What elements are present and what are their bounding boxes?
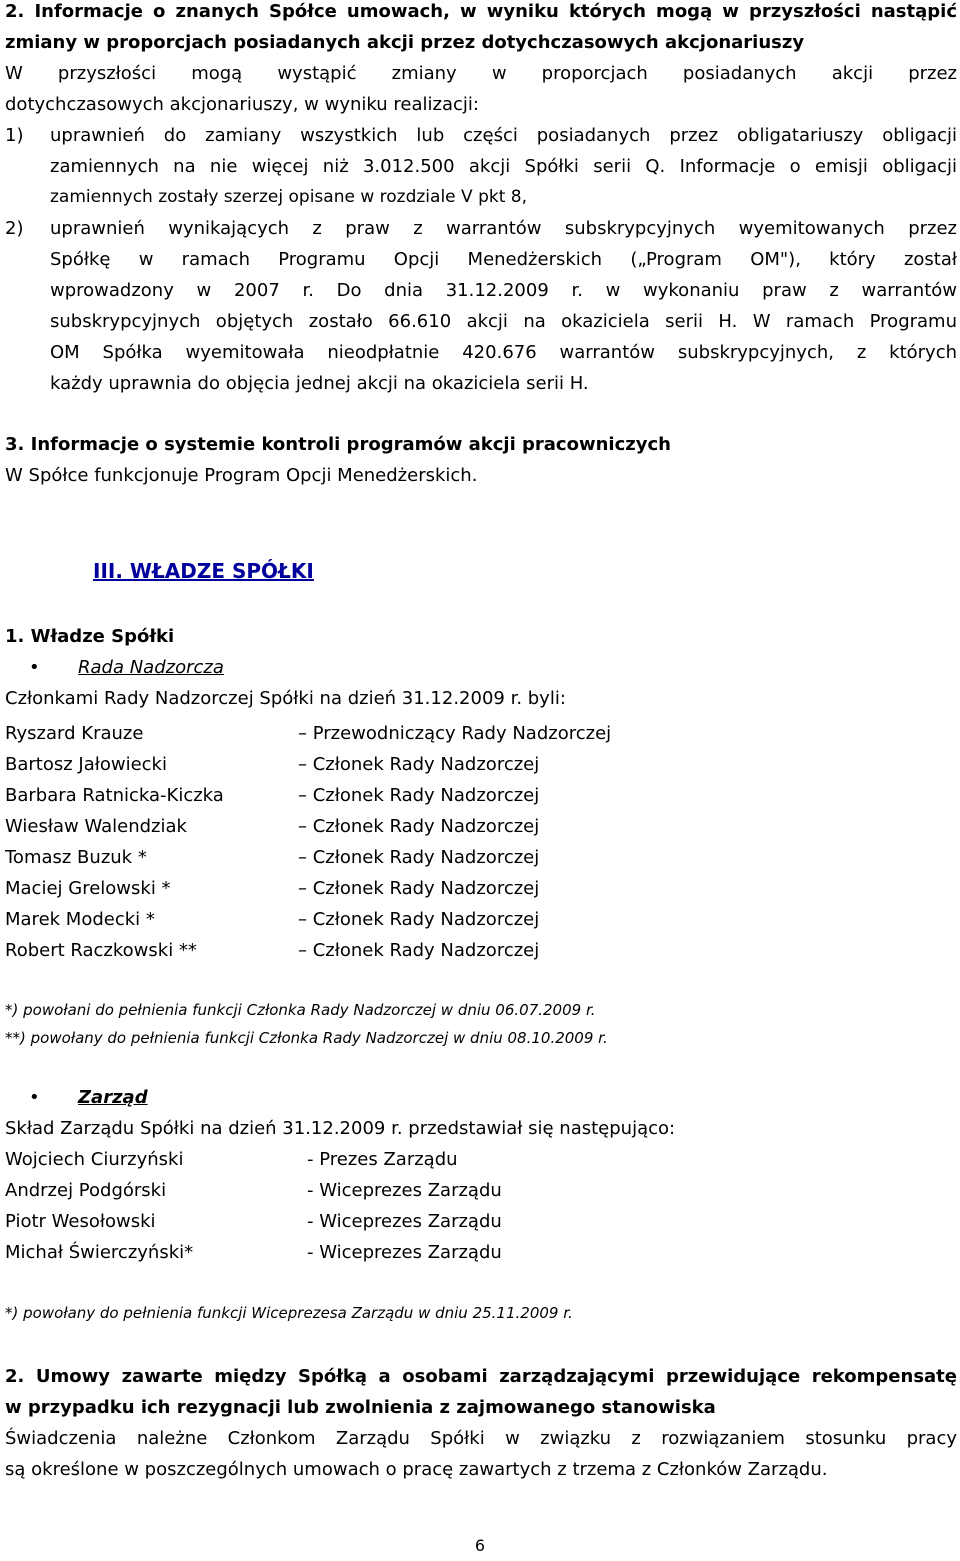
member-name: Andrzej Podgórski [5,1180,167,1201]
board-member-row [5,811,957,842]
section-2-heading-line1: 2. Informacje o znanych Spółce umowach, w wyniku których mogą w przyszłości nastąpić [5,1,957,22]
list-item-2-line1: uprawnień wynikających z praw z warrantów subskrypcyjnych wyemitowanych przez [50,218,957,239]
member-role: – Członek Rady Nadzorczej [298,847,540,868]
management-member-row [5,1144,957,1175]
board-member-row [5,842,957,873]
member-name: Barbara Ratnicka-Kiczka [5,785,224,806]
board-title: Rada Nadzorcza [78,657,224,678]
list-item-2-line5: OM Spółka wyemitowała nieodpłatnie 420.676 warrantów subskrypcyjnych, z których [50,342,957,363]
page-number: 6 [474,1536,486,1555]
management-section [5,1082,957,1144]
management-member-row [5,1175,957,1206]
management-subheading [5,1082,957,1113]
member-name: Maciej Grelowski * [5,878,171,899]
member-role: – Przewodniczący Rady Nadzorczej [298,723,612,744]
management-title: Zarząd [78,1087,148,1108]
section-2-intro-line1: W przyszłości mogą wystąpić zmiany w proporcjach posiadanych akcji przez [5,63,957,84]
list-item-2-line2: Spółkę w ramach Programu Opcji Menedżerskich („Program OM"), który został [50,249,957,270]
list-item-2-line4: subskrypcyjnych objętych zostało 66.610 akcji na okaziciela serii H. W ramach Programu [50,311,957,332]
member-role: – Członek Rady Nadzorczej [298,940,540,961]
contracts-heading-line2: w przypadku ich rezygnacji lub zwolnienia z zajmowanego stanowiska [5,1397,716,1418]
list-item-1 [5,120,957,213]
member-role: – Członek Rady Nadzorczej [298,878,540,899]
management-intro: Skład Zarządu Spółki na dzień 31.12.2009 r. przedstawiał się następująco: [5,1118,676,1139]
member-name: Wiesław Walendziak [5,816,187,837]
section-2 [5,0,957,399]
list-item-1-number: 1) [5,125,24,146]
list-item-2-line3: wprowadzony w 2007 r. Do dnia 31.12.2009 r. w wykonaniu praw z warrantów [50,280,957,301]
board-subheading [5,652,957,683]
member-name: Marek Modecki * [5,909,155,930]
member-role: – Członek Rady Nadzorczej [298,785,540,806]
list-item-2 [5,213,957,399]
member-name: Wojciech Ciurzyński [5,1149,184,1170]
board-member-row [5,749,957,780]
contracts-section [5,1361,957,1485]
board-note-2: **) powołany do pełnienia funkcji Członka Rady Nadzorczej w dniu 08.10.2009 r. [5,1029,608,1047]
section-2-heading-line2: zmiany w proporcjach posiadanych akcji przez dotychczasowych akcjonariuszy [5,32,805,53]
member-role: - Wiceprezes Zarządu [307,1180,502,1201]
board-member-row [5,935,957,966]
contracts-text-line2: są określone w poszczególnych umowach o pracę zawartych z trzema z Członków Zarządu. [5,1459,828,1480]
list-item-1-line2: zamiennych na nie więcej niż 3.012.500 akcji Spółki serii Q. Informacje o emisji obligacji [50,156,957,177]
authorities-heading: 1. Władze Spółki [5,626,175,647]
board-note-1: *) powołani do pełnienia funkcji Członka Rady Nadzorczej w dniu 06.07.2009 r. [5,1001,596,1019]
bullet-icon: • [29,657,40,678]
authorities-section [5,621,957,714]
member-role: - Wiceprezes Zarządu [307,1242,502,1263]
section-3-text: W Spółce funkcjonuje Program Opcji Menedżerskich. [5,465,478,486]
contracts-text-line1: Świadczenia należne Członkom Zarządu Spółki w związku z rozwiązaniem stosunku pracy [5,1428,957,1449]
management-member-row [5,1237,957,1268]
list-item-1-line3: zamiennych zostały szerzej opisane w rozdziale V pkt 8, [50,187,527,207]
list-item-2-line6: każdy uprawnia do objęcia jednej akcji na okaziciela serii H. [50,373,589,394]
board-notes [5,996,957,1052]
member-role: - Prezes Zarządu [307,1149,458,1170]
member-name: Michał Świerczyński* [5,1242,194,1263]
list-item-1-line1: uprawnień do zamiany wszystkich lub części posiadanych przez obligatariuszy obligacji [50,125,957,146]
bullet-icon: • [29,1087,40,1108]
member-role: - Wiceprezes Zarządu [307,1211,502,1232]
contracts-heading-line1: 2. Umowy zawarte między Spółką a osobami zarządzającymi przewidujące rekompensatę [5,1366,957,1387]
member-name: Piotr Wesołowski [5,1211,156,1232]
management-note: *) powołany do pełnienia funkcji Wiceprezesa Zarządu w dniu 25.11.2009 r. [5,1304,573,1322]
board-intro: Członkami Rady Nadzorczej Spółki na dzień 31.12.2009 r. byli: [5,688,566,709]
list-item-2-number: 2) [5,218,24,239]
board-member-row [5,873,957,904]
board-member-row [5,718,957,749]
section-2-intro-line2: dotychczasowych akcjonariuszy, w wyniku realizacji: [5,94,479,115]
chapter-title: III. WŁADZE SPÓŁKI [93,559,314,583]
member-name: Robert Raczkowski ** [5,940,197,961]
member-role: – Członek Rady Nadzorczej [298,909,540,930]
board-member-row [5,780,957,811]
section-3 [5,429,957,491]
section-3-heading: 3. Informacje o systemie kontroli programów akcji pracowniczych [5,434,671,455]
member-role: – Członek Rady Nadzorczej [298,754,540,775]
management-member-row [5,1206,957,1237]
member-name: Ryszard Krauze [5,723,144,744]
member-role: – Członek Rady Nadzorczej [298,816,540,837]
member-name: Tomasz Buzuk * [5,847,147,868]
member-name: Bartosz Jałowiecki [5,754,167,775]
board-member-row [5,904,957,935]
management-members-list [5,1144,957,1268]
board-members-list [5,718,957,966]
